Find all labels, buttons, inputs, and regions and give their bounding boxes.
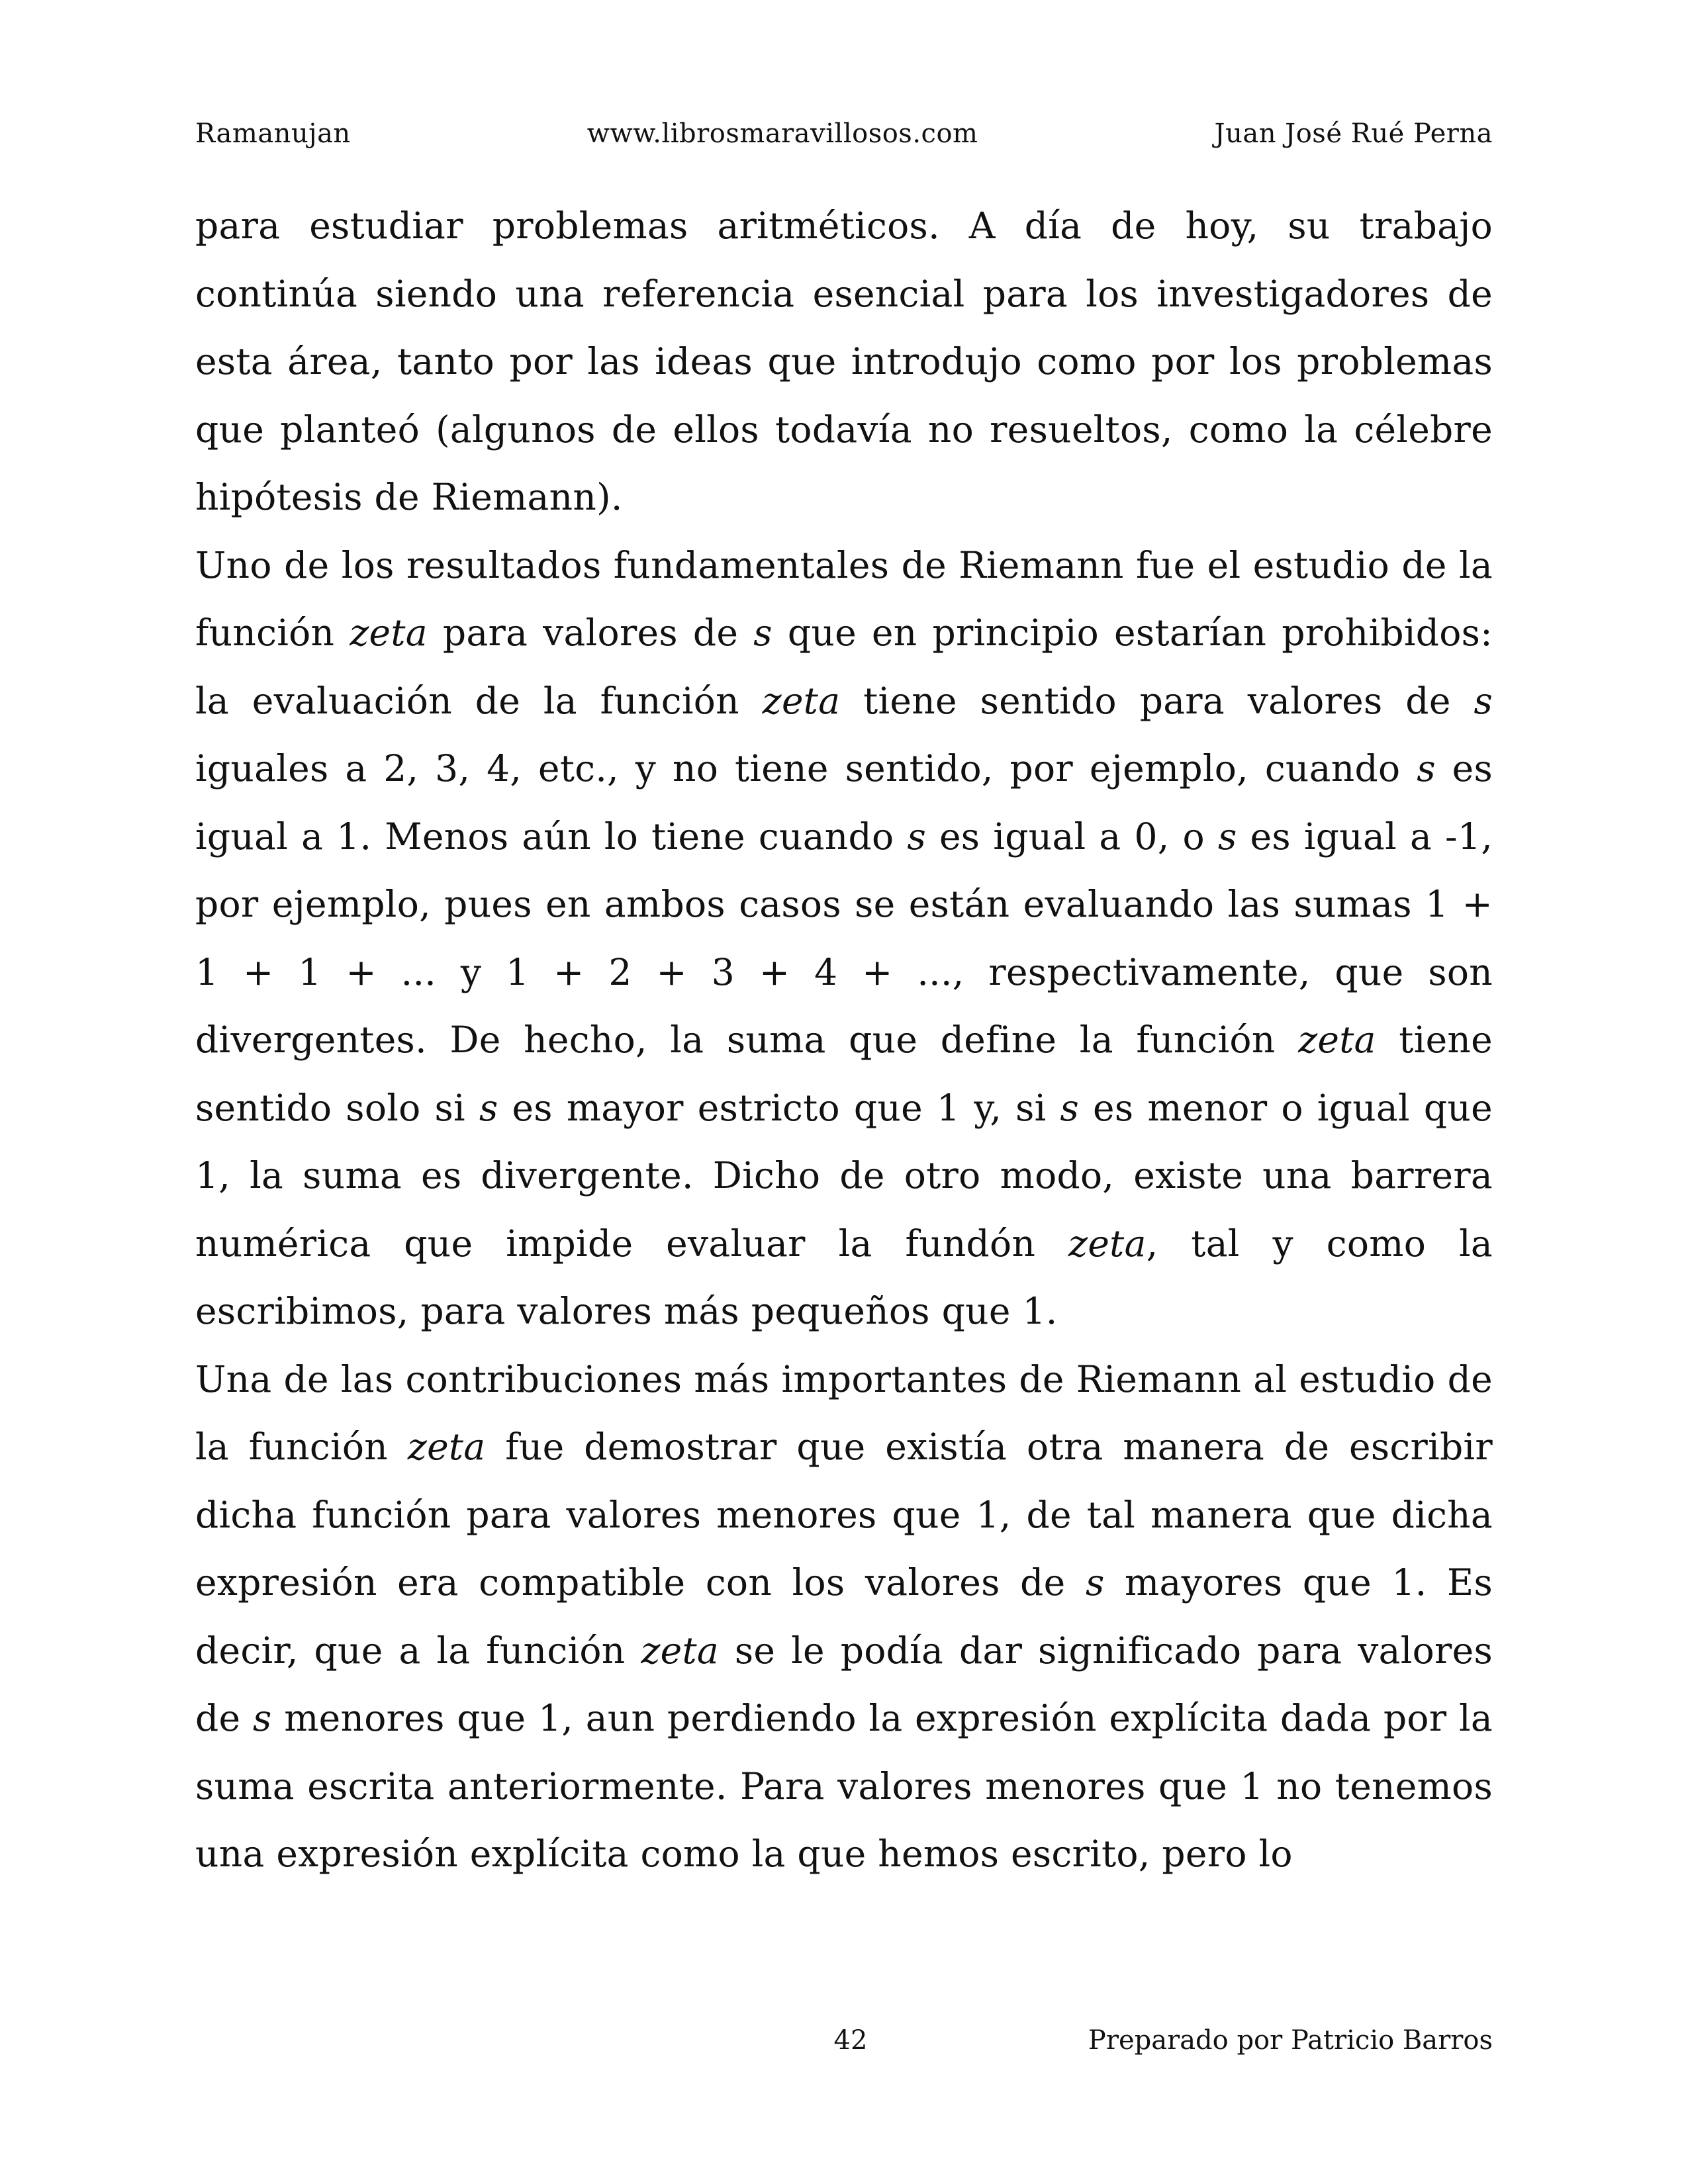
- header-book-title: Ramanujan: [195, 118, 351, 149]
- text-run: fue demostrar que existía otra manera de escribir dicha función para valores menores que 1, de tal manera que dicha expresión era compatible con los valores de: [195, 1426, 1493, 1604]
- header-website: www.librosmaravillosos.com: [586, 118, 978, 149]
- italic-term: zeta: [641, 1629, 720, 1672]
- page-body: [195, 192, 1493, 1888]
- italic-term: zeta: [1298, 1019, 1376, 1061]
- text-run: Uno de los resultados fundamentales de Riemann fue el estudio de la función: [195, 543, 1493, 654]
- text-run: es igual a 1. Menos aún lo tiene cuando: [195, 747, 1493, 858]
- italic-term: s: [253, 1697, 272, 1739]
- italic-term: s: [1417, 747, 1436, 790]
- page-number: 42: [833, 2025, 868, 2056]
- italic-term: zeta: [350, 612, 428, 654]
- text-run: menores que 1, aun perdiendo la expresión explícita dada por la suma escrita anteriormente. Para valores menores que 1 no tenemos una expresión explícita como la que hemos escrito, pero lo: [195, 1697, 1493, 1875]
- text-run: es igual a 0, o: [925, 815, 1218, 858]
- text-run: para valores de: [427, 612, 754, 654]
- text-run: iguales a 2, 3, 4, etc., y no tiene sentido, por ejemplo, cuando: [195, 747, 1417, 790]
- italic-term: s: [1060, 1086, 1080, 1129]
- italic-term: s: [479, 1086, 498, 1129]
- text-run: es mayor estricto que 1 y, si: [498, 1086, 1060, 1129]
- italic-term: s: [753, 612, 773, 654]
- body-paragraph: [195, 531, 1493, 1345]
- italic-term: s: [907, 815, 926, 858]
- footer-credit: Preparado por Patricio Barros: [1088, 2025, 1493, 2056]
- header-author: Juan José Rué Perna: [1214, 118, 1493, 149]
- text-run: es menor o igual que 1, la suma es divergente. Dicho de otro modo, existe una barrera numérica que impide evaluar la fundón: [195, 1086, 1493, 1265]
- text-run: tiene sentido solo si: [195, 1019, 1493, 1129]
- text-run: mayores que 1. Es decir, que a la función: [195, 1561, 1493, 1672]
- text-run: que en principio estarían prohibidos: la evaluación de la función: [195, 612, 1493, 722]
- italic-term: zeta: [407, 1426, 486, 1468]
- text-run: se le podía dar significado para valores de: [195, 1629, 1493, 1739]
- text-run: es igual a -1, por ejemplo, pues en ambos casos se están evaluando las sumas 1 + 1 + 1 + ... y 1 + 2 + 3 + 4 + ..., respectivamente, que son divergentes. De hecho, la suma que define la función: [195, 815, 1493, 1061]
- italic-term: zeta: [1068, 1222, 1147, 1265]
- body-paragraph: [195, 1345, 1493, 1888]
- text-run: , tal y como la escribimos, para valores más pequeños que 1.: [195, 1222, 1493, 1332]
- italic-term: s: [1086, 1561, 1105, 1604]
- text-run: para estudiar problemas aritméticos. A día de hoy, su trabajo continúa siendo una referencia esencial para los investigadores de esta área, tanto por las ideas que introdujo como por los problemas que planteó (algunos de ellos todavía no resueltos, como la célebre hipótesis de Riemann).: [195, 205, 1493, 518]
- text-run: tiene sentido para valores de: [840, 679, 1474, 722]
- italic-term: s: [1474, 679, 1493, 722]
- body-paragraph: [195, 192, 1493, 531]
- italic-term: s: [1217, 815, 1237, 858]
- italic-term: zeta: [762, 679, 841, 722]
- page-header: [195, 114, 1493, 154]
- page-footer: [195, 2025, 1493, 2065]
- text-run: Una de las contribuciones más importantes de Riemann al estudio de la función: [195, 1357, 1493, 1468]
